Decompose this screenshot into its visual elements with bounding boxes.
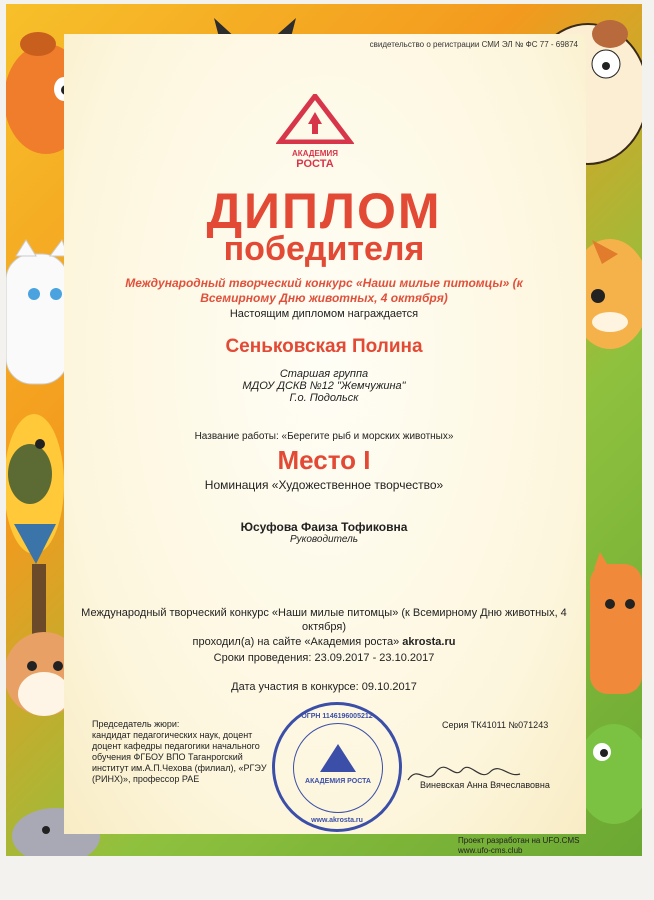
place-label: Место I [277,445,371,475]
winner-city: Г.о. Подольск [289,392,359,404]
contest-line1: Международный творческий конкурс «Наши милые питомцы» (к [125,276,523,290]
certificate-sheet [6,4,642,856]
stamp-site: www.akrosta.ru [311,817,363,824]
footer-site-line [6,636,642,648]
winner-school: МДОУ ДСКВ №12 "Жемчужина" [242,380,406,392]
contest-line2: Всемирному Дню животных, 4 октября) [200,291,448,305]
stamp-org: АКАДЕМИЯ РОСТА [305,778,371,785]
chair-title: Председатель жюри: [92,719,180,729]
diploma-title: ДИПЛОМ [206,183,442,239]
award-text: Настоящим дипломом награждается [229,308,419,320]
winner-details [6,368,642,404]
chair-line2: доцент кафедры педагогики начального [92,741,260,751]
winner-group: Старшая группа [279,368,369,380]
chair-line4: институт им.А.П.Чехова (филиал), «РГЭУ [92,763,267,773]
stamp-ogrn: ОГРН 1146196005212 [301,713,373,720]
leader-name: Юсуфова Фаиза Тофиковна [240,520,408,534]
diploma-subtitle: победителя [223,230,425,268]
academy-logo-icon [276,94,354,144]
signatory-name: Виневская Анна Вячеславовна [420,780,550,790]
jury-chair [92,719,292,785]
leader-role: Руководитель [289,534,359,545]
academy-logo [276,94,354,170]
serial-number: Серия ТК41011 №071243 [442,720,549,730]
footer-dates: Сроки проведения: 23.09.2017 - 23.10.2017 [213,652,435,664]
footer-contest [6,606,642,634]
developer-line1: Проект разработан на UFO.CMS [458,836,580,845]
logo-line1: АКАДЕМИЯ [292,149,338,158]
logo-line2: РОСТА [296,158,334,170]
stamp-inner-ring [293,723,383,813]
footer-participation: Дата участия в конкурсе: 09.10.2017 [231,681,417,693]
chair-line3: обучения ФГБОУ ВПО Таганрогский [92,752,243,762]
contest-name [6,276,642,306]
footer-site-link[interactable]: akrosta.ru [402,636,456,648]
chair-line5: (РИНХ)», профессор РАЕ [92,774,200,784]
nomination-label: Номинация «Художественное творчество» [204,478,444,492]
footer-contest-line2: октября) [302,621,346,633]
stamp-logo-icon [318,742,358,774]
developer-credit [458,836,579,856]
registration-text: свидетельство о регистрации СМИ ЭЛ № ФС 77 - 69874 [369,40,578,49]
winner-name: Сеньковская Полина [225,336,423,357]
chair-line1: кандидат педагогических наук, доцент [92,730,253,740]
developer-line2[interactable]: www.ufo-cms.club [458,846,523,855]
official-stamp [272,702,402,832]
footer-contest-line1: Международный творческий конкурс «Наши милые питомцы» (к Всемирному Дню животных, 4 [81,607,567,619]
work-title: Название работы: «Берегите рыб и морских животных» [194,431,454,442]
footer-site-prefix: проходил(а) на сайте «Академия роста» [192,636,400,648]
